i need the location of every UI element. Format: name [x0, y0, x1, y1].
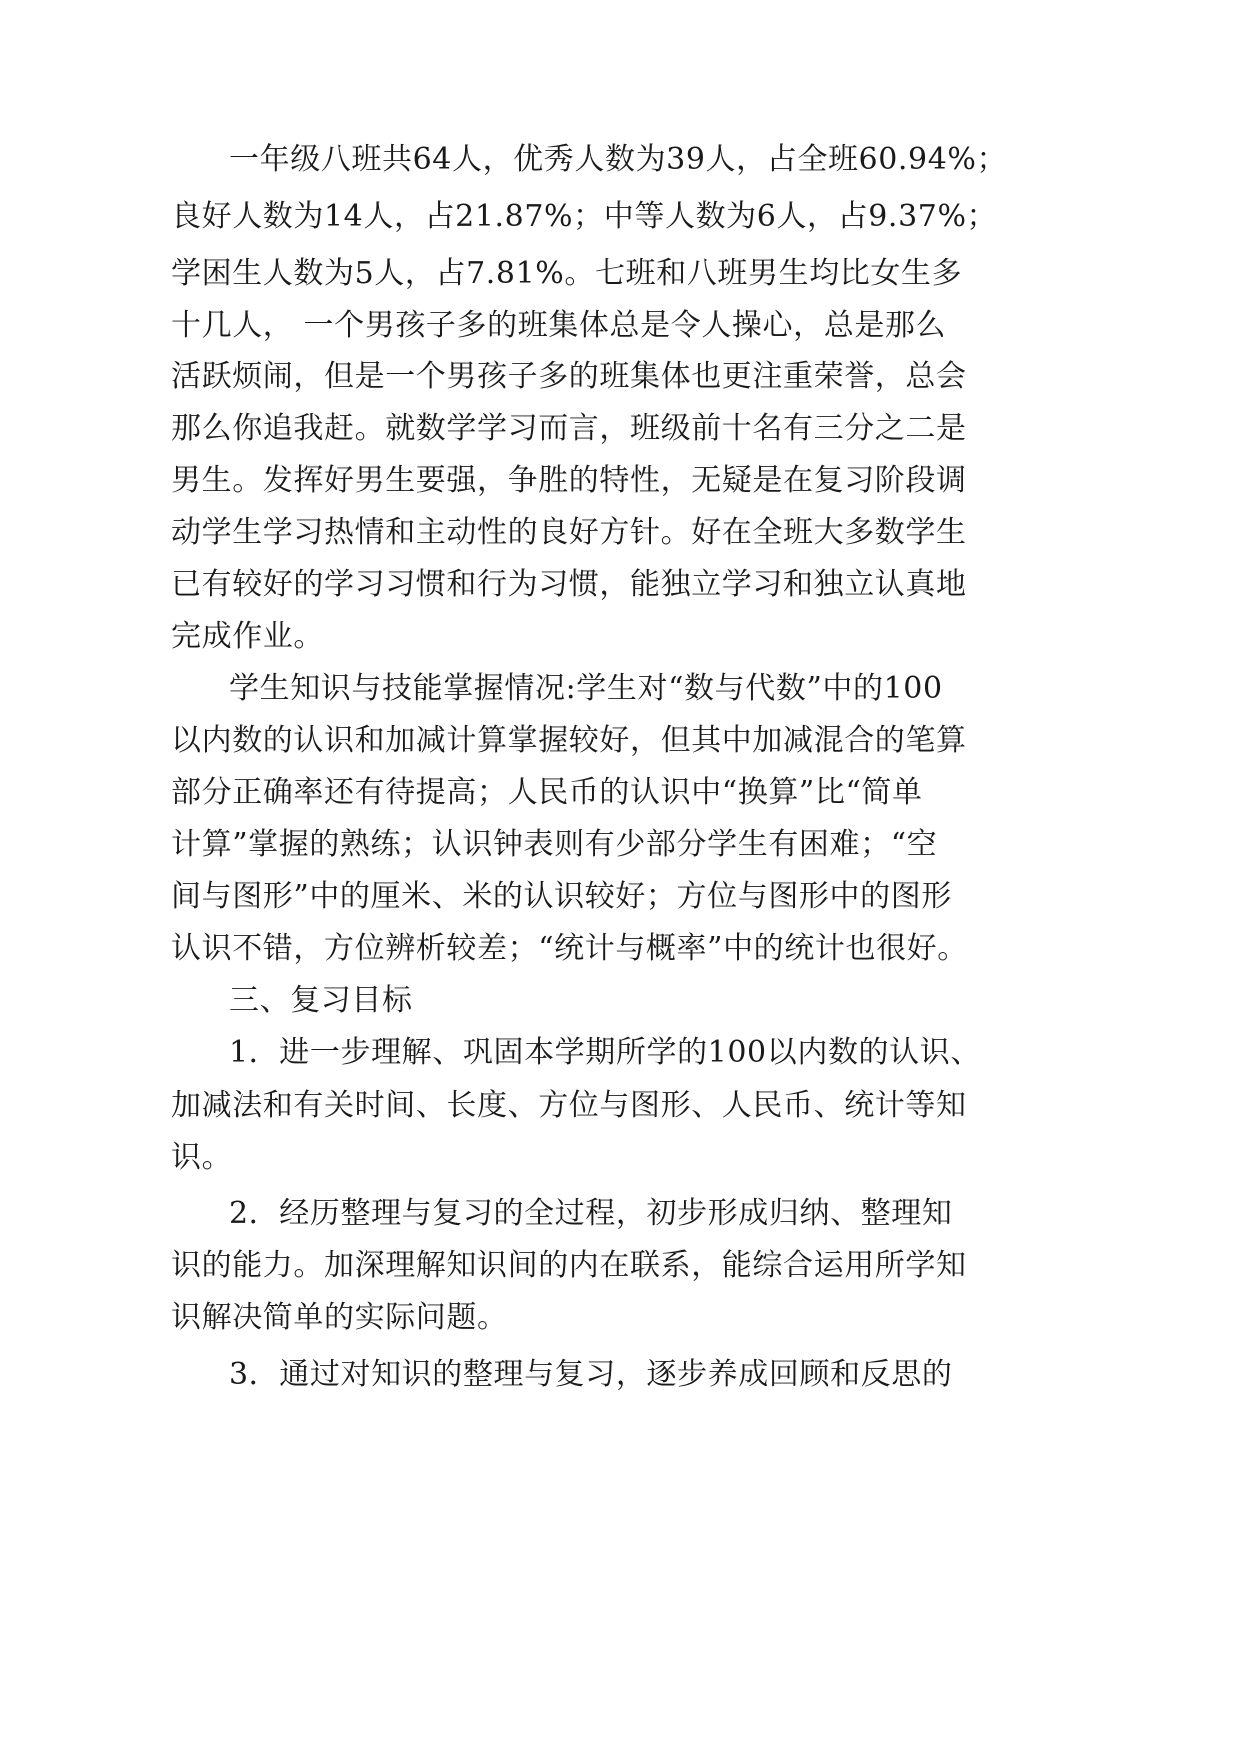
- section-heading: 三、复习目标: [229, 983, 413, 1018]
- text-line: 1．进一步理解、巩固本学期所学的100以内数的认识、: [229, 1035, 981, 1070]
- text-line: 以内数的认识和加减计算掌握较好，但其中加减混合的笔算: [171, 723, 967, 758]
- text-line: 认识不错，方位辨析较差；“统计与概率”中的统计也很好。: [171, 931, 968, 966]
- text-line: 十几人， 一个男孩子多的班集体总是令人操心，总是那么: [171, 308, 947, 343]
- text-line: 部分正确率还有待提高；人民币的认识中“换算”比“简单: [171, 775, 923, 810]
- text-line: 那么你追我赶。就数学学习而言，班级前十名有三分之二是: [171, 411, 967, 446]
- text-line: 2．经历整理与复习的全过程，初步形成归纳、整理知: [229, 1196, 953, 1231]
- text-line: 识解决简单的实际问题。: [171, 1300, 508, 1335]
- text-line: 男生。发挥好男生要强，争胜的特性，无疑是在复习阶段调: [171, 463, 967, 498]
- text-line: 间与图形”中的厘米、米的认识较好；方位与图形中的图形: [171, 879, 952, 914]
- text-line: 学生知识与技能掌握情况:学生对“数与代数”中的100: [229, 671, 943, 706]
- text-line: 活跃烦闹，但是一个男孩子多的班集体也更注重荣誉，总会: [171, 359, 967, 394]
- text-line: 识的能力。加深理解知识间的内在联系，能综合运用所学知: [171, 1248, 967, 1283]
- text-line: 动学生学习热情和主动性的良好方针。好在全班大多数学生: [171, 515, 967, 550]
- text-line: 一年级八班共64人，优秀人数为39人，占全班60.94%；: [229, 142, 1008, 177]
- text-line: 已有较好的学习习惯和行为习惯，能独立学习和独立认真地: [171, 567, 967, 602]
- text-line: 3．通过对知识的整理与复习，逐步养成回顾和反思的: [229, 1357, 953, 1392]
- text-line: 加减法和有关时间、长度、方位与图形、人民币、统计等知: [171, 1088, 967, 1123]
- text-line: 计算”掌握的熟练；认识钟表则有少部分学生有困难；“空: [171, 827, 938, 862]
- text-line: 识。: [171, 1140, 233, 1175]
- text-line: 完成作业。: [171, 619, 324, 654]
- text-line: 学困生人数为5人，占7.81%。七班和八班男生均比女生多: [171, 256, 963, 291]
- text-line: 良好人数为14人，占21.87%；中等人数为6人，占9.37%；: [171, 199, 998, 234]
